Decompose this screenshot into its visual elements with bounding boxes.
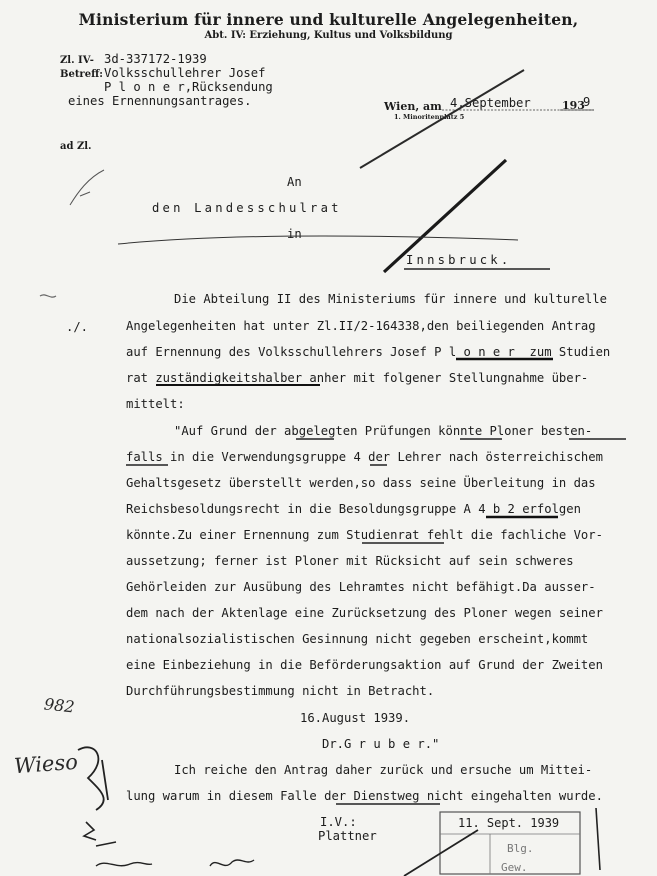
body-line-12: Gehörleiden zur Ausübung des Lehramtes nicht befähigt.Da ausser- bbox=[126, 580, 596, 594]
date-year-prefix: 193 bbox=[562, 99, 585, 112]
handwritten-bottom-scrawl bbox=[96, 860, 254, 866]
signature-name: Plattner bbox=[318, 829, 377, 843]
betreff-line-1: Volksschullehrer Josef bbox=[104, 66, 266, 80]
diagonal-pen-stroke-1 bbox=[360, 70, 524, 168]
quote-signature: Dr.G r u b e r." bbox=[322, 737, 440, 751]
body-line-6: "Auf Grund der abgelegten Prüfungen könnte Ploner besten- bbox=[174, 424, 593, 438]
body-line-15: eine Einbeziehung in die Beförderungsaktion auf Grund der Zweiten bbox=[126, 658, 603, 672]
body-line-1: Die Abteilung II des Ministeriums für innere und kulturelle bbox=[174, 292, 607, 306]
betreff-line-2: P l o n e r,Rücksendung bbox=[104, 80, 273, 94]
body-line-2: Angelegenheiten hat unter Zl.II/2-164338,den beiliegenden Antrag bbox=[126, 319, 596, 333]
closing-line-2: lung warum in diesem Falle der Dienstweg nicht eingehalten wurde. bbox=[126, 789, 603, 803]
stamp-field-gew: Gew. bbox=[501, 861, 528, 874]
handwritten-note: Wieso bbox=[13, 749, 79, 779]
right-margin-stroke bbox=[596, 808, 600, 870]
body-line-13: dem nach der Aktenlage eine Zurücksetzung des Ploner wegen seiner bbox=[126, 606, 603, 620]
ministry-address: 1. Minoritenplatz 5 bbox=[394, 113, 465, 121]
betreff-label: Betreff: bbox=[60, 69, 103, 80]
received-stamp-date: 11. Sept. 1939 bbox=[458, 816, 560, 830]
date-place: Wien, am bbox=[384, 100, 442, 113]
signature-iv: I.V.: bbox=[320, 815, 357, 829]
received-stamp-frame bbox=[440, 812, 580, 874]
handwritten-initials bbox=[78, 747, 108, 810]
margin-scribble-top bbox=[70, 170, 104, 205]
recipient-an: An bbox=[287, 175, 302, 189]
handwritten-number: 982 bbox=[43, 694, 76, 717]
recipient-city: Innsbruck. bbox=[406, 253, 512, 267]
betreff-line-3: eines Ernennungsantrages. bbox=[68, 94, 252, 108]
date-year-digit: 9 bbox=[583, 95, 591, 109]
recipient-in: in bbox=[287, 227, 302, 241]
body-line-10: könnte.Zu einer Ernennung zum Studienrat fehlt die fachliche Vor- bbox=[126, 528, 603, 542]
bottom-diagonal-stroke bbox=[404, 830, 478, 876]
body-line-11: aussetzung; ferner ist Ploner mit Rücksicht auf sein schweres bbox=[126, 554, 574, 568]
closing-line-1: Ich reiche den Antrag daher zurück und ersuche um Mittei- bbox=[174, 763, 593, 777]
handwritten-marks bbox=[84, 822, 116, 846]
zl-label: Zl. IV- bbox=[60, 55, 94, 66]
enclosure-mark: ./. bbox=[66, 320, 89, 334]
stamp-field-blg: Blg. bbox=[507, 842, 534, 855]
letterhead-title: Ministerium für innere und kulturelle Angelegenheiten, bbox=[78, 10, 579, 29]
zl-value: 3d-337172-1939 bbox=[104, 52, 207, 66]
body-line-7: falls in die Verwendungsgruppe 4 der Lehrer nach österreichischem bbox=[126, 450, 603, 464]
quote-date: 16.August 1939. bbox=[300, 711, 411, 725]
recipient-name: den Landesschulrat bbox=[152, 201, 342, 215]
ad-zl-label: ad Zl. bbox=[60, 141, 92, 152]
margin-tick bbox=[40, 295, 56, 297]
letterhead-subtitle: Abt. IV: Erziehung, Kultus und Volksbildung bbox=[204, 30, 453, 41]
address-line bbox=[118, 236, 518, 244]
body-line-14: nationalsozialistischen Gesinnung nicht gegeben erscheint,kommt bbox=[126, 632, 589, 646]
body-line-3: auf Ernennung des Volksschullehrers Josef P l o n e r zum Studien bbox=[126, 345, 611, 359]
date-value: 4.September bbox=[450, 96, 531, 110]
body-line-4: rat zuständigkeitshalber anher mit folgener Stellungnahme über- bbox=[126, 371, 589, 385]
body-line-5: mittelt: bbox=[126, 397, 185, 411]
body-line-8: Gehaltsgesetz überstellt werden,so dass seine Überleitung in das bbox=[126, 476, 596, 490]
body-line-9: Reichsbesoldungsrecht in die Besoldungsgruppe A 4 b 2 erfolgen bbox=[126, 502, 581, 516]
body-line-16: Durchführungsbestimmung nicht in Betracht. bbox=[126, 684, 435, 698]
diagonal-pen-stroke-2 bbox=[384, 160, 506, 272]
